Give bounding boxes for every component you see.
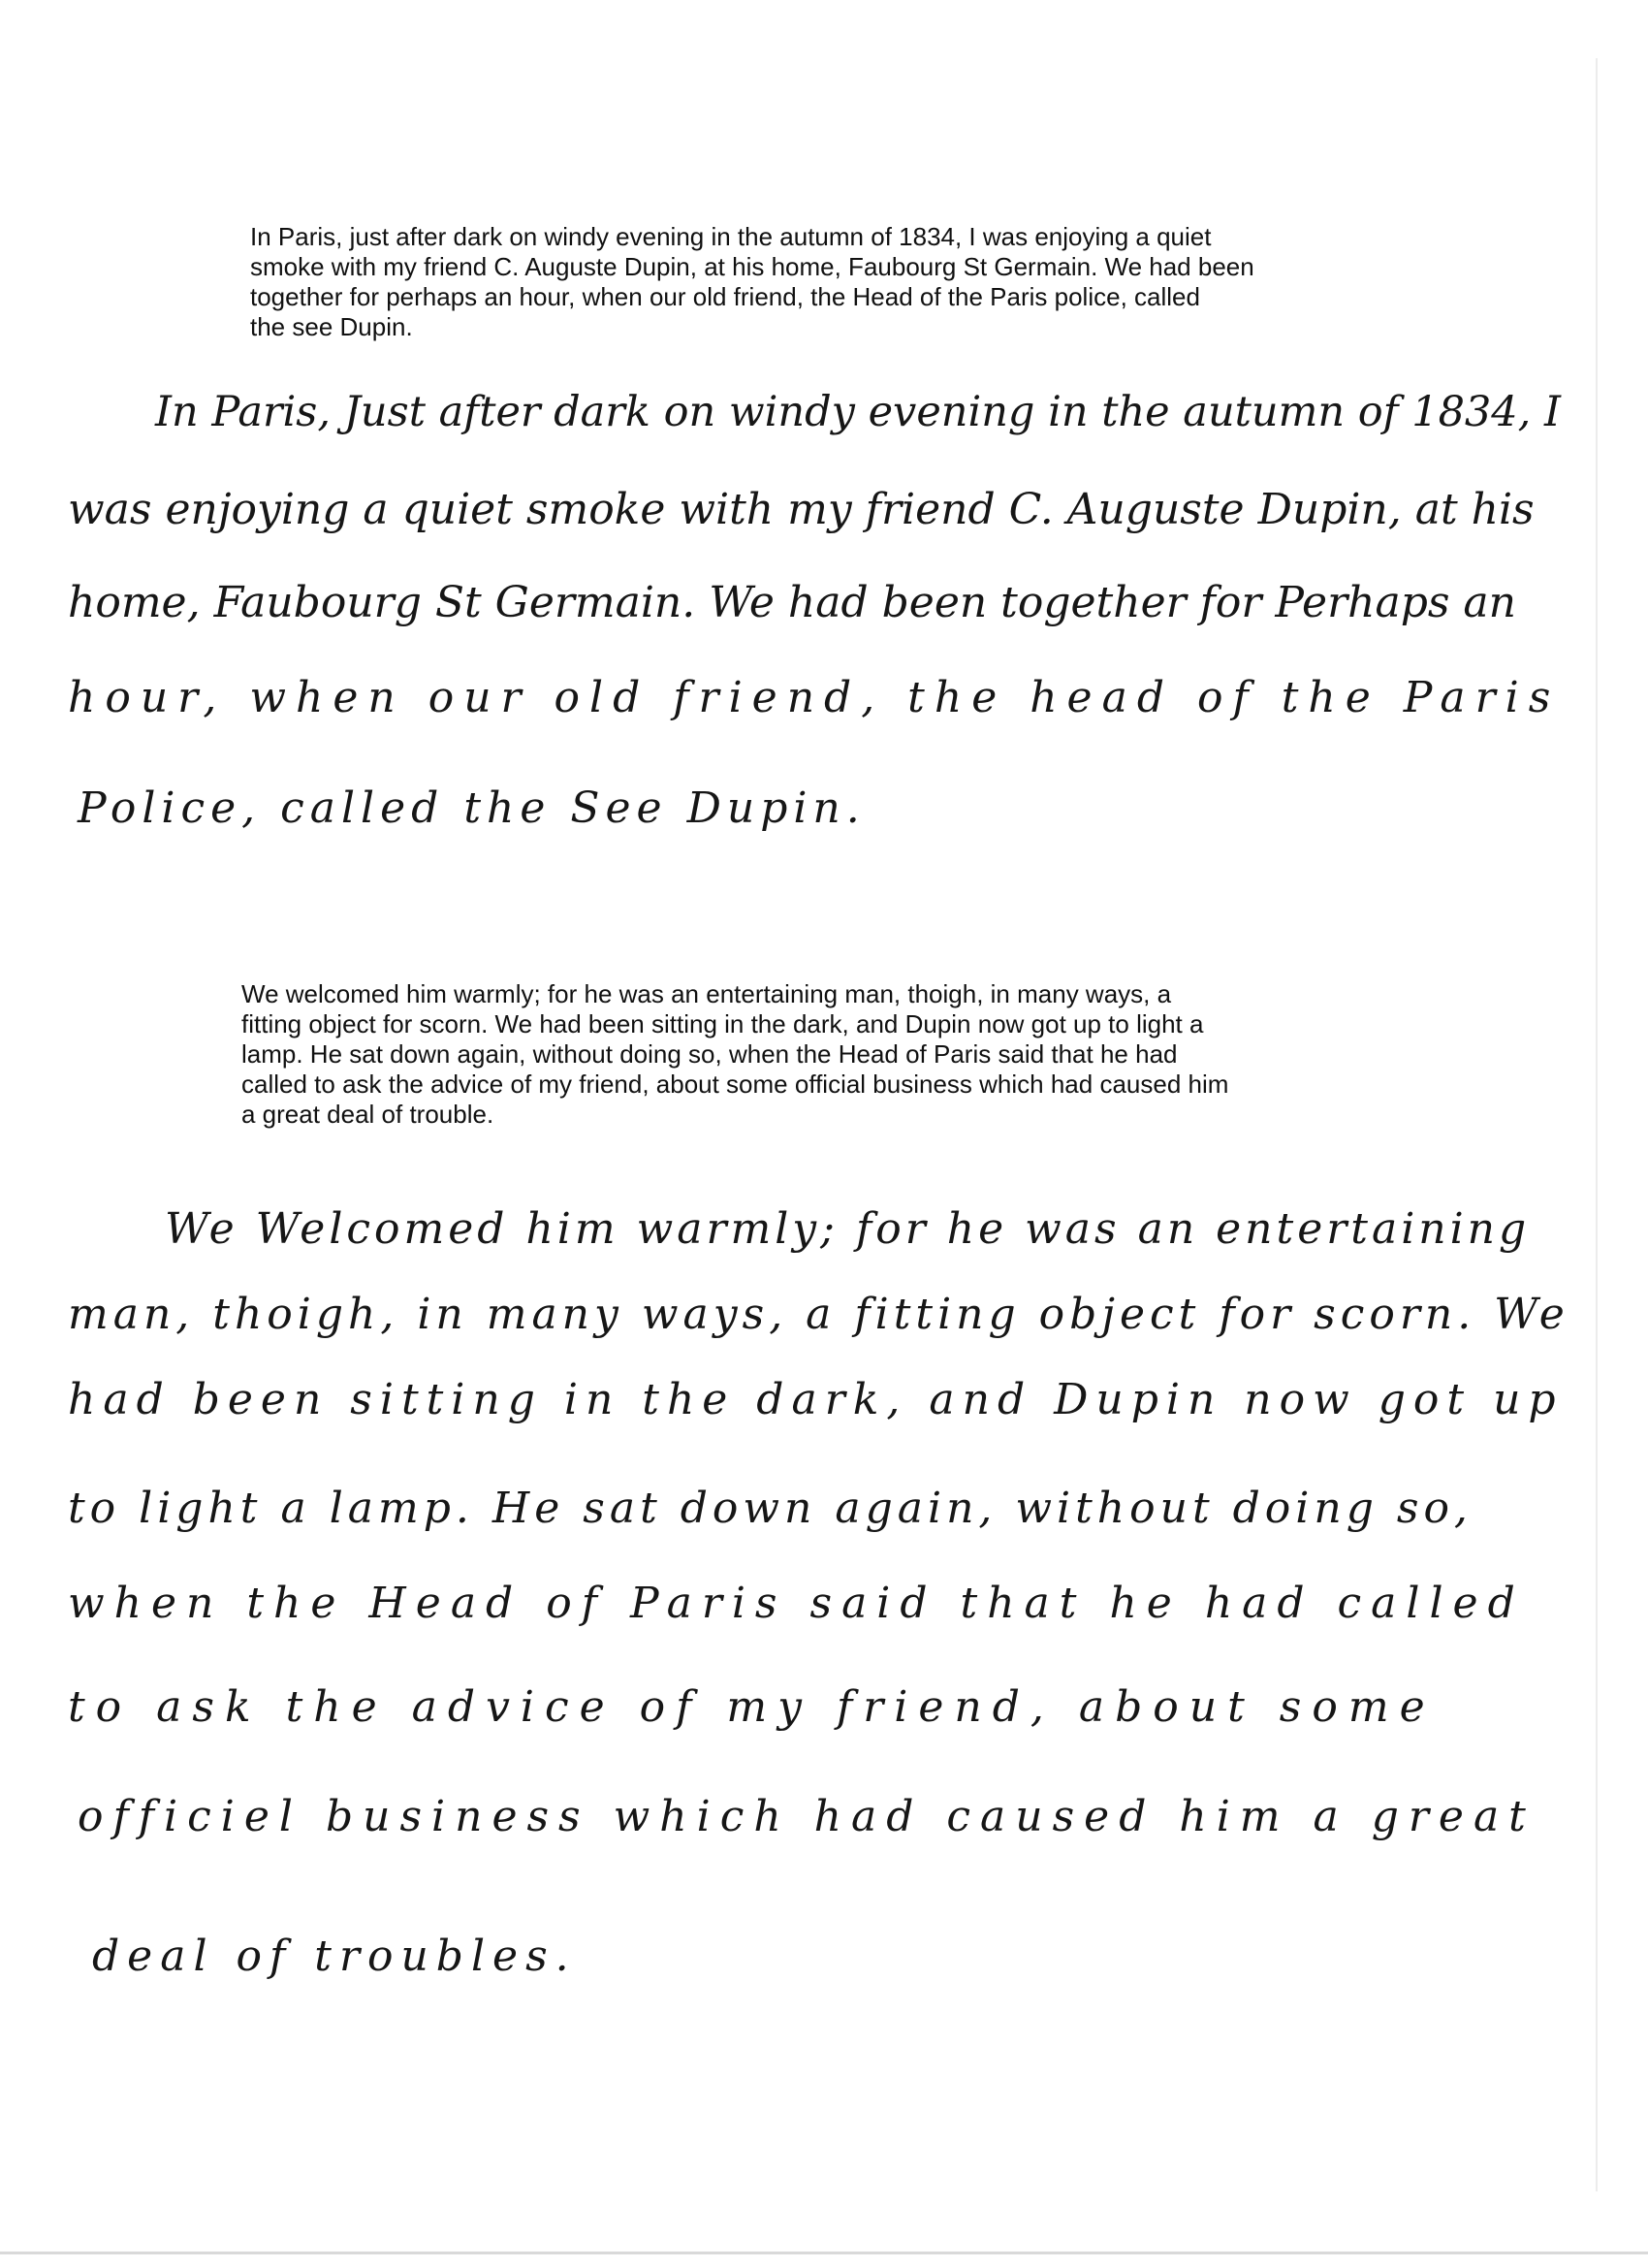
printed-passage-2 <box>241 979 1228 1130</box>
printed-line: fitting object for scorn. We had been sitting in the dark, and Dupin now got up to light a <box>241 1009 1204 1038</box>
printed-line: We welcomed him warmly; for he was an entertaining man, thoigh, in many ways, a <box>241 979 1172 1008</box>
printed-line: a great deal of trouble. <box>241 1100 494 1129</box>
handwritten-line: In Paris, Just after dark on windy evening in the autumn of 1834, I <box>155 388 1561 436</box>
handwritten-line: We Welcomed him warmly; for he was an entertaining <box>165 1204 1531 1254</box>
printed-line: called to ask the advice of my friend, about some official business which had caused him <box>241 1070 1229 1099</box>
printed-line: together for perhaps an hour, when our old friend, the Head of the Paris police, called <box>250 282 1200 311</box>
scan-edge-bottom <box>0 2252 1648 2254</box>
handwritten-line: Police, called the See Dupin. <box>78 783 866 833</box>
handwritten-line: deal of troubles. <box>92 1932 577 1981</box>
handwritten-line: home, Faubourg St Germain. We had been together for Perhaps an <box>68 578 1517 627</box>
handwritten-line: was enjoying a quiet smoke with my friend C. Auguste Dupin, at his <box>68 485 1535 534</box>
handwritten-line: to ask the advice of my friend, about some <box>68 1682 1436 1732</box>
scan-edge-right <box>1596 58 1598 2191</box>
printed-passage-1 <box>250 222 1254 342</box>
printed-line: lamp. He sat down again, without doing so, when the Head of Paris said that he had <box>241 1039 1178 1069</box>
printed-line: the see Dupin. <box>250 312 413 341</box>
handwritten-line: hour, when our old friend, the head of the Paris <box>68 673 1561 722</box>
printed-line: smoke with my friend C. Auguste Dupin, at his home, Faubourg St Germain. We had been <box>250 252 1254 281</box>
handwritten-line: had been sitting in the dark, and Dupin now got up <box>68 1375 1564 1424</box>
printed-line: In Paris, just after dark on windy evening in the autumn of 1834, I was enjoying a quiet <box>250 222 1212 251</box>
handwritten-line: to light a lamp. He sat down again, without doing so, <box>68 1484 1473 1533</box>
handwritten-line: when the Head of Paris said that he had called <box>68 1579 1525 1628</box>
handwritten-line: officiel business which had caused him a great <box>78 1792 1536 1841</box>
handwritten-line: man, thoigh, in many ways, a fitting object for scorn. We <box>68 1290 1569 1339</box>
